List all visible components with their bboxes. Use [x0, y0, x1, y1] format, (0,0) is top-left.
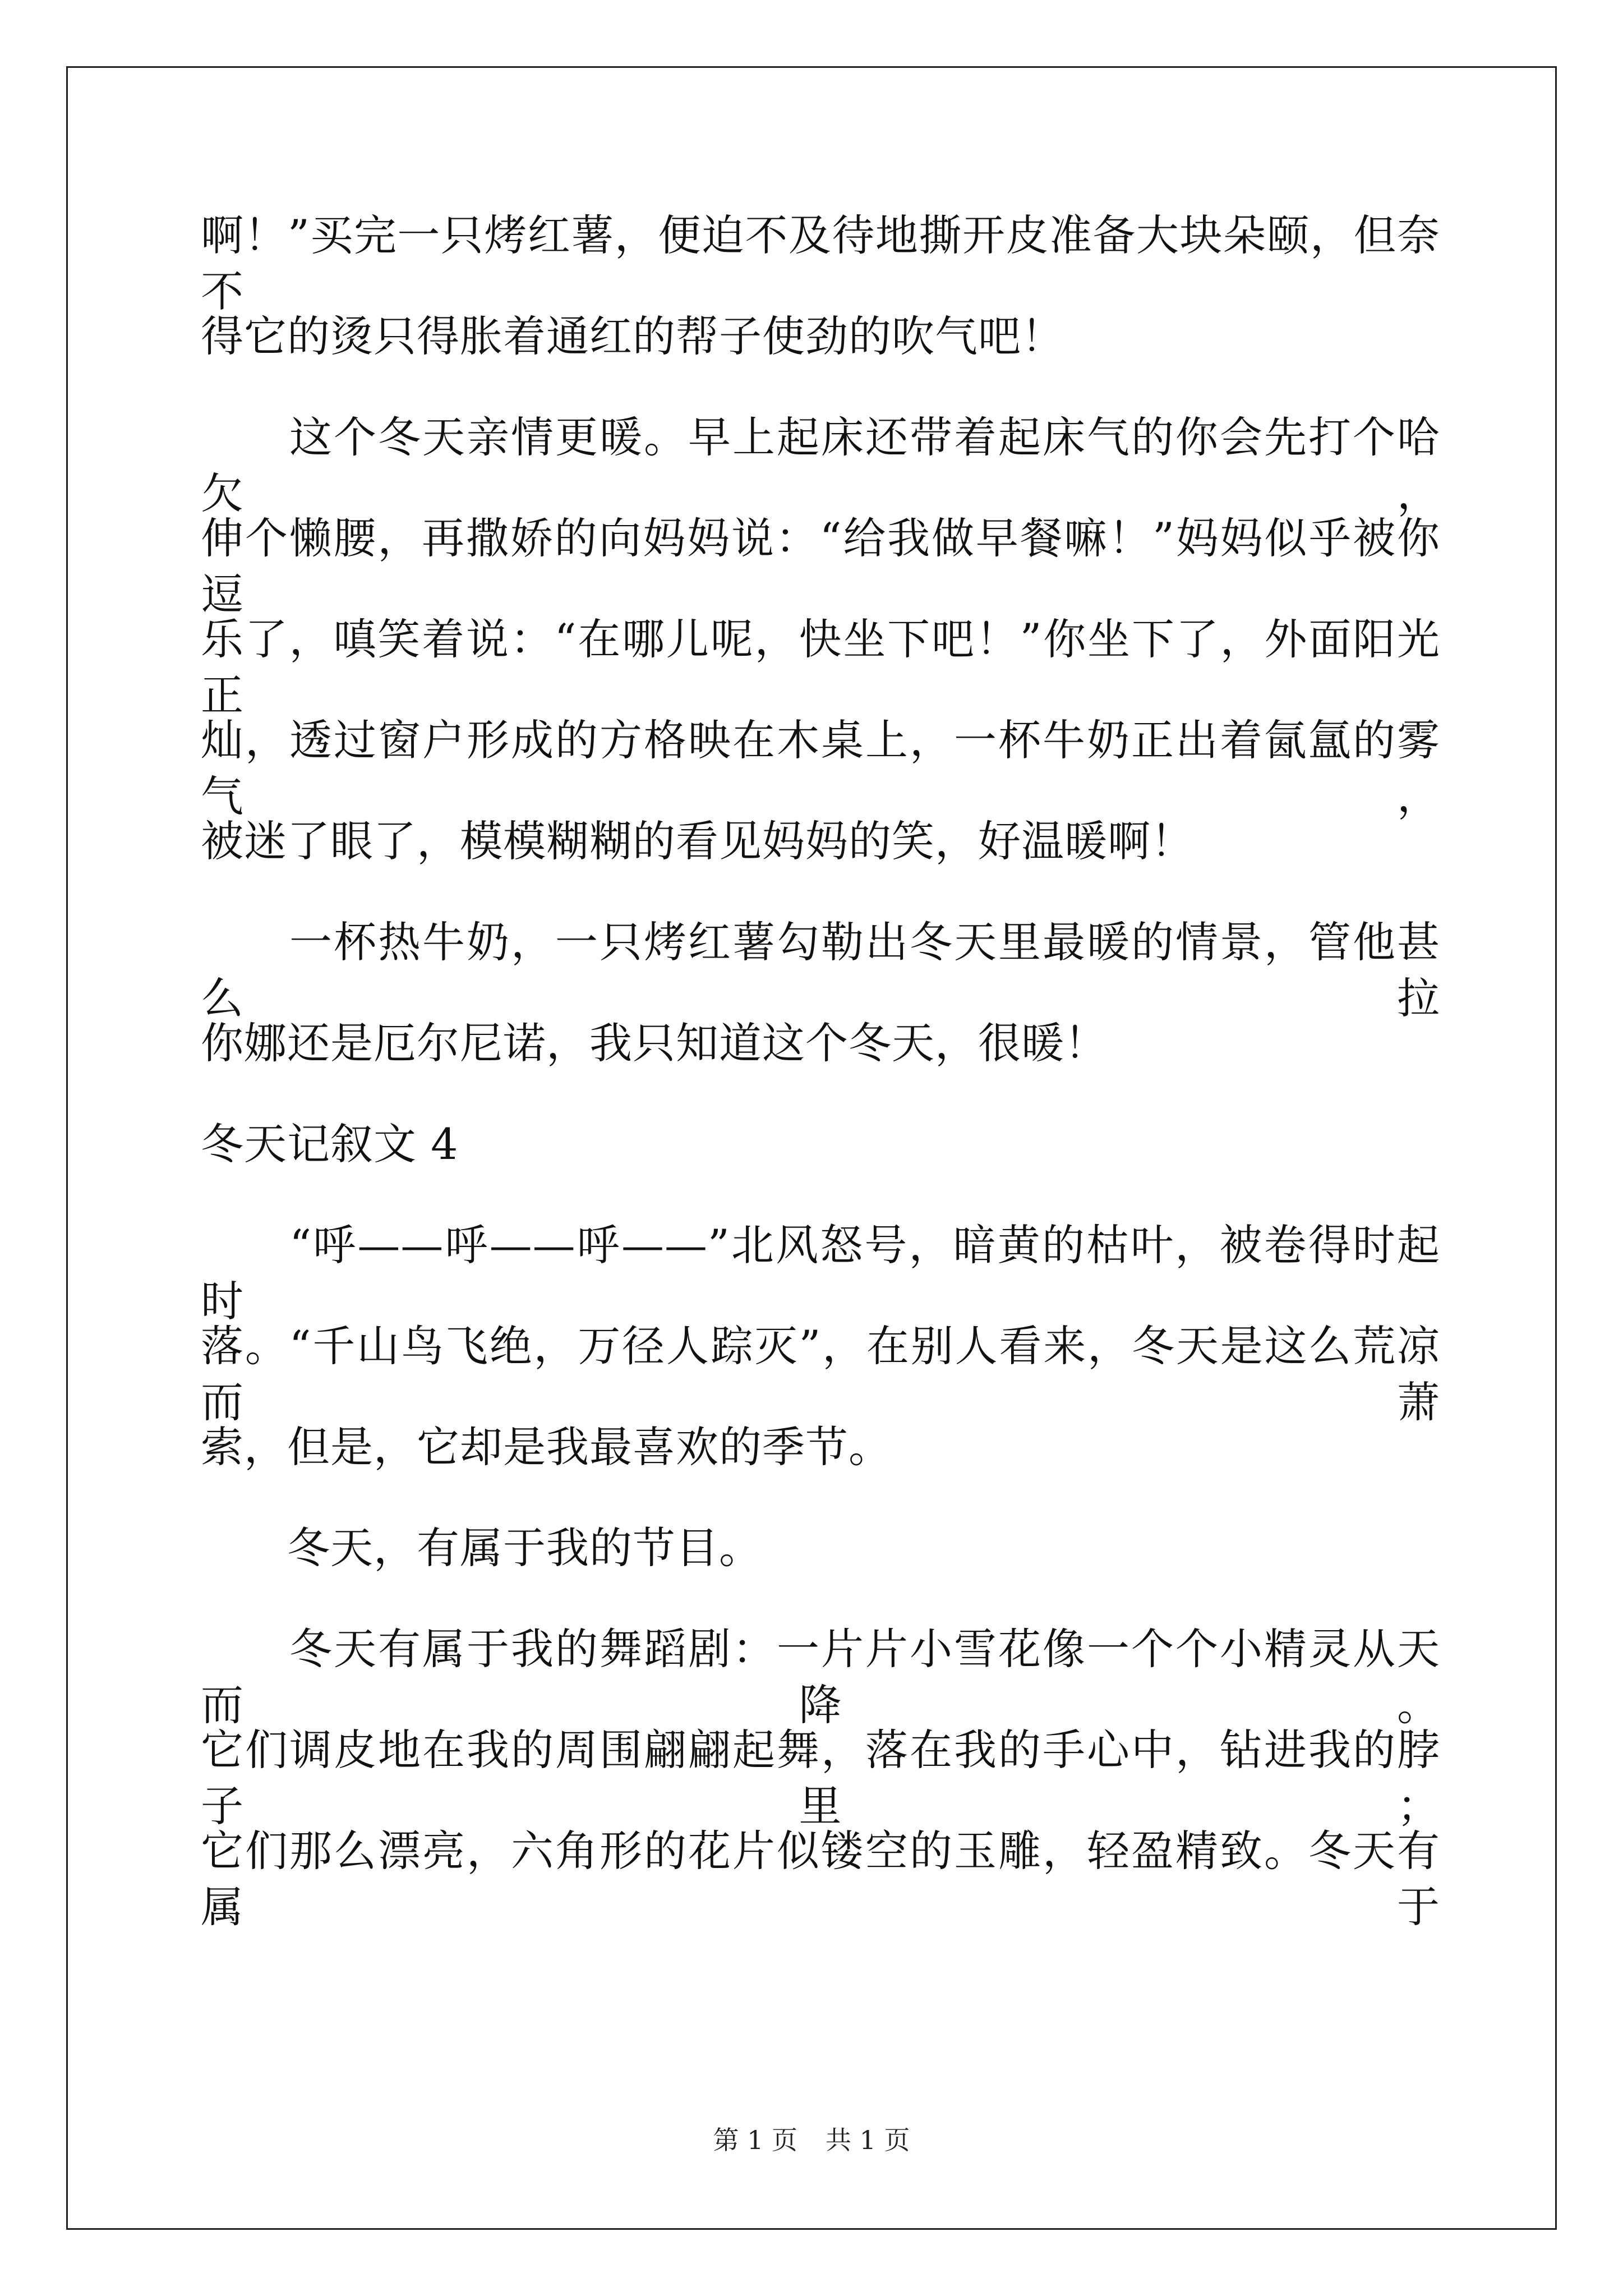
- text-line: 灿，透过窗户形成的方格映在木桌上，一杯牛奶正出着氤氲的雾气，: [201, 715, 1440, 821]
- page-footer: [0, 2123, 1623, 2157]
- text-line: 它们那么漂亮，六角形的花片似镂空的玉雕，轻盈精致。冬天有属于: [201, 1826, 1440, 1932]
- page-total: 共 1 页: [826, 2125, 910, 2155]
- text-line: 它们调皮地在我的周围翩翩起舞，落在我的手心中，钻进我的脖子里；: [201, 1725, 1440, 1831]
- section-heading: 冬天记叙文 4: [201, 1119, 459, 1169]
- text-line: 你娜还是厄尔尼诺，我只知道这个冬天，很暖！: [201, 1018, 1108, 1068]
- text-line: 乐了，嗔笑着说：“在哪儿呢，快坐下吧！”你坐下了，外面阳光正: [201, 614, 1440, 720]
- text-line: “呼——呼——呼——”北风怒号，暗黄的枯叶，被卷得时起时: [201, 1220, 1440, 1326]
- page-number: 第 1 页: [713, 2125, 797, 2155]
- text-line: 冬天，有属于我的节目。: [201, 1523, 762, 1573]
- text-line: 落。“千山鸟飞绝，万径人踪灭”，在别人看来，冬天是这么荒凉而萧: [201, 1321, 1440, 1427]
- text-line: 伸个懒腰，再撒娇的向妈妈说：“给我做早餐嘛！”妈妈似乎被你逗: [201, 513, 1440, 619]
- text-line: 索，但是，它却是我最喜欢的季节。: [201, 1422, 892, 1472]
- text-line: 被迷了眼了，模模糊糊的看见妈妈的笑，好温暖啊！: [201, 816, 1194, 866]
- text-line: 啊！”买完一只烤红薯，便迫不及待地撕开皮准备大块朵颐，但奈不: [201, 210, 1440, 316]
- text-line: 一杯热牛奶，一只烤红薯勾勒出冬天里最暖的情景，管他甚么拉: [201, 917, 1440, 1023]
- text-line: 冬天有属于我的舞蹈剧：一片片小雪花像一个个小精灵从天而降。: [201, 1624, 1440, 1730]
- text-line: 这个冬天亲情更暖。早上起床还带着起床气的你会先打个哈欠，: [201, 412, 1440, 518]
- text-line: 得它的烫只得胀着通红的帮子使劲的吹气吧！: [201, 311, 1064, 361]
